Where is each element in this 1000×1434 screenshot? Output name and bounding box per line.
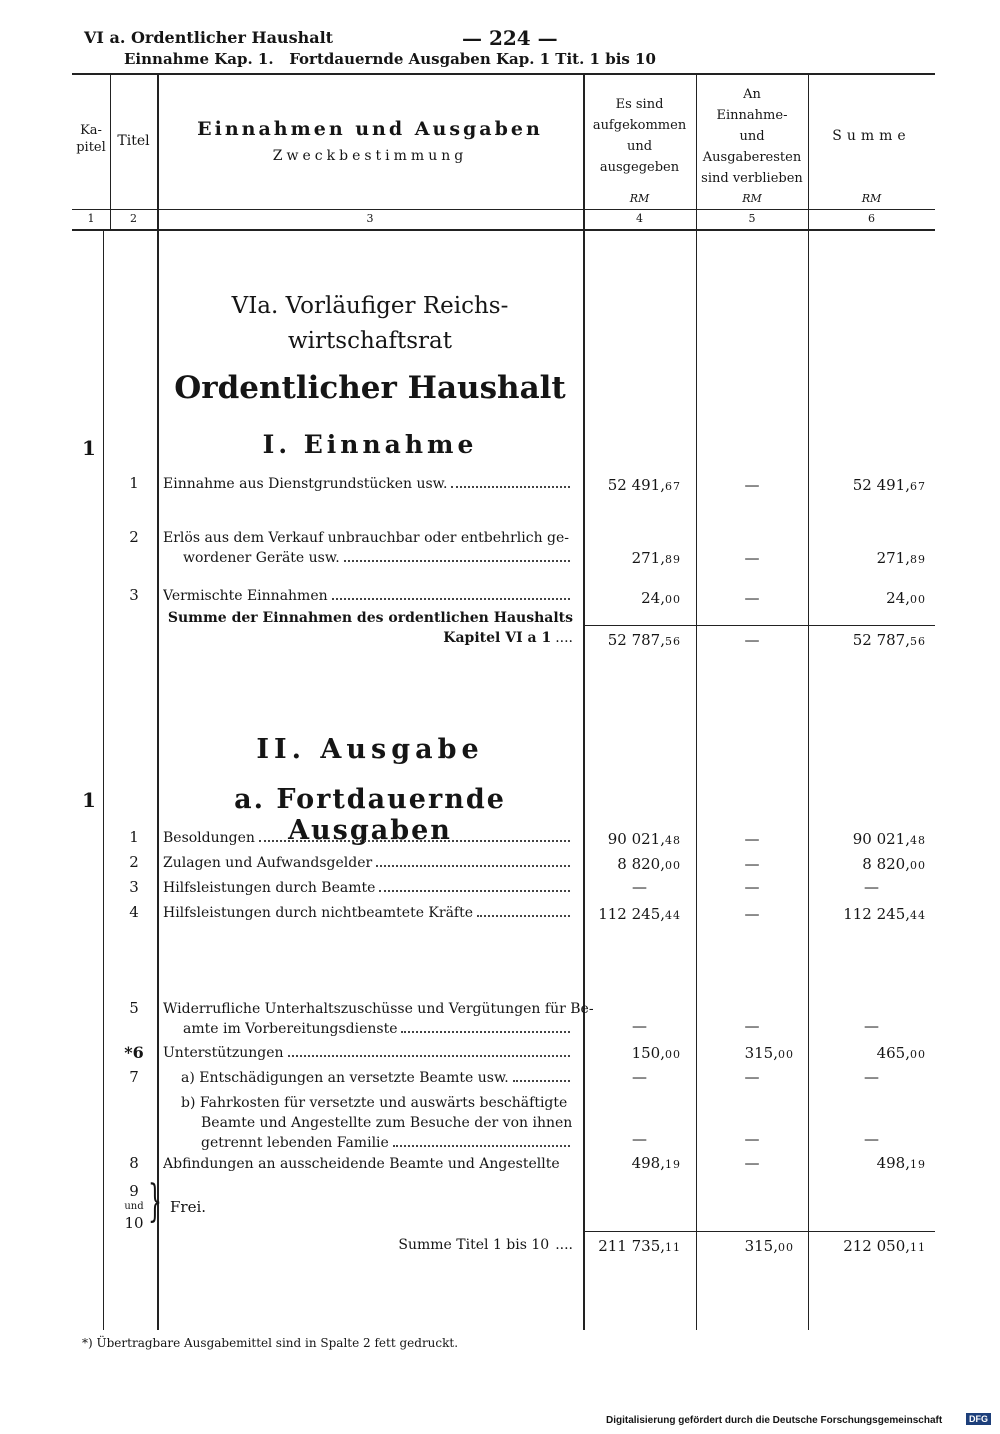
section-heading-line1: VIa. Vorläufiger Reichs- [231,293,509,319]
row-text: Besoldungen [163,830,255,846]
amount-col5: — [744,476,760,494]
row-description [163,1154,573,1174]
table-top-rule [72,73,935,75]
amount-col6: — [864,1068,879,1086]
sum-amount-col6: 212 050,11 [843,1237,926,1255]
row-description [163,903,573,923]
col-number-3: 3 [366,212,374,225]
titel-number: 3 [129,878,139,896]
amount-col5: — [744,1130,760,1148]
col-head-zweck-sub: Zweckbestimmung [272,148,468,164]
row-text: a) Entschädigungen an versetzte Beamte usw. [181,1070,509,1086]
sum-amount-col5: 315,00 [744,1237,794,1255]
row-text-frei: Frei. [170,1198,207,1216]
dfg-logo: DFG [966,1413,991,1425]
col-head-aufgekommen: Es sind aufgekommen und ausgegeben [592,97,687,175]
section-heading-line2: wirtschaftsrat [288,328,452,354]
amount-col6: 90 021,48 [852,830,926,848]
sum-amount-col6: 52 787,56 [852,631,926,649]
amount-col6: — [864,1130,879,1148]
amount-col5: — [744,1154,760,1172]
amount-col5: — [744,855,760,873]
col-head-reste: An Einnahme- und Ausgaberesten sind verblieben [701,87,803,186]
row-text: amte im Vorbereitungsdienste [183,1021,398,1037]
row-text: Hilfsleistungen durch nichtbeamtete Kräfte [163,905,474,921]
col-head-titel: Titel [117,133,150,149]
sum-amount-col4: 211 735,11 [598,1237,681,1255]
amount-col4: — [632,1068,647,1086]
row-description [163,1093,573,1153]
row-description [163,474,573,494]
row-text: Einnahme aus Dienstgrundstücken usw. [163,476,448,492]
titel-number: 1 [129,828,139,846]
amount-col5: — [744,905,760,923]
sum-label-text: Kapitel VI a 1 [443,630,552,646]
amount-col6: 24,00 [886,589,926,607]
row-description [163,528,573,568]
amount-col5: 315,00 [744,1044,794,1062]
running-head-subtitle: Einnahme Kap. 1. Fortdauernde Ausgaben Kap. 1 Tit. 1 bis 10 [124,50,656,68]
left-body-rule [103,230,104,1330]
titel-number: 3 [129,586,139,604]
brace: } [148,1176,162,1227]
sum-rule-ausgabe [583,1231,935,1232]
sum-amount-col5: — [744,631,760,649]
amount-col4: 90 021,48 [607,830,681,848]
unit-label-col6: RM [861,192,882,205]
amount-col6: 52 491,67 [852,476,926,494]
unit-label-col4: RM [629,192,650,205]
header-rule-1 [72,209,935,210]
amount-col5: — [744,1017,760,1035]
row-text: Abfindungen an ausscheidende Beamte und Angestellte [163,1156,560,1172]
section-heading-haushalt: Ordentlicher Haushalt [174,370,566,406]
amount-col4: — [632,878,647,896]
amount-col5: — [744,1068,760,1086]
amount-col4: 150,00 [631,1044,681,1062]
amount-col5: — [744,549,760,567]
col-number-6: 6 [868,212,875,225]
row-text: Zulagen und Aufwandsgelder [163,855,373,871]
titel-number: *6 [124,1043,144,1062]
amount-col4: 498,19 [631,1154,681,1172]
amount-col4: 271,89 [631,549,681,567]
col-head-zweck-title: Einnahmen und Ausgaben [197,118,543,140]
sum-label-ausgabe: Summe Titel 1 bis 10 .... [398,1237,573,1253]
row-text: getrennt lebenden Familie [201,1135,389,1151]
page-number: — 224 — [462,26,558,50]
amount-col6: — [864,878,879,896]
row-text: wordener Geräte usw. [183,550,340,566]
sum-label-einnahme-line2: Kapitel VI a 1 .... [443,630,573,646]
amount-col5: — [744,830,760,848]
ausgabe-heading: II. Ausgabe [256,734,484,765]
titel-number: 7 [129,1068,139,1086]
amount-col4: — [632,1017,647,1035]
row-description [163,1043,573,1063]
titel-number: 4 [129,903,139,921]
footnote: *) Übertragbare Ausgabemittel sind in Spalte 2 fett gedruckt. [82,1336,459,1350]
row-description [163,1068,573,1088]
row-text: Beamte und Angestellte zum Besuche der von ihnen [201,1115,573,1131]
amount-col6: 465,00 [876,1044,926,1062]
amount-col5: — [744,878,760,896]
row-text: Hilfsleistungen durch Beamte [163,880,376,896]
amount-col6: 498,19 [876,1154,926,1172]
titel-number: 5 [129,999,139,1017]
amount-col4: — [632,1130,647,1148]
ausgabe-subheading: a. Fortdauernde Ausgaben [234,784,506,846]
row-description [163,999,594,1039]
titel-number: 2 [129,853,139,871]
kapitel-number-einnahme: 1 [82,436,96,460]
titel-number: 8 [129,1154,139,1172]
titel-number: 9 und 10 [124,1182,144,1232]
col-divider-2 [157,75,159,1330]
einnahme-heading: I. Einnahme [262,430,478,459]
unit-label-col5: RM [742,192,762,205]
digitization-credit: Digitalisierung gefördert durch die Deutsche Forschungsgemeinschaft [606,1415,943,1426]
sum-label-einnahme-line1: Summe der Einnahmen des ordentlichen Haushalts [167,610,573,626]
sum-label-text: Summe Titel 1 bis 10 [398,1237,550,1253]
col-number-4: 4 [636,212,643,225]
row-text: Widerrufliche Unterhaltszuschüsse und Vergütungen für Be- [163,1001,594,1017]
amount-col4: 52 491,67 [607,476,681,494]
amount-col6: 112 245,44 [843,905,926,923]
row-description [163,878,573,898]
sum-amount-col4: 52 787,56 [607,631,681,649]
col-number-5: 5 [748,212,756,225]
row-description [163,828,573,848]
col-head-summe: Summe [832,128,911,144]
amount-col6: 271,89 [876,549,926,567]
row-description [163,853,573,873]
header-rule-2 [72,229,935,231]
sum-rule-einnahme [583,625,935,626]
row-text: Vermischte Einnahmen [163,588,328,604]
col-number-1: 1 [87,212,95,225]
titel-number: 2 [129,528,139,546]
col-divider-1 [110,75,111,230]
col-number-2: 2 [130,212,137,225]
row-text: Erlös aus dem Verkauf unbrauchbar oder entbehrlich ge- [163,530,570,546]
running-head-title: VI a. Ordentlicher Haushalt [84,28,334,47]
amount-col4: 24,00 [641,589,681,607]
amount-col4: 112 245,44 [598,905,681,923]
row-description [163,586,573,606]
row-text: b) Fahrkosten für versetzte und auswärts beschäftigte [181,1095,568,1111]
col-head-kapitel: Ka- pitel [76,123,106,155]
amount-col5: — [744,589,760,607]
row-text: Unterstützungen [163,1045,284,1061]
amount-col6: 8 820,00 [862,855,926,873]
amount-col6: — [864,1017,879,1035]
kapitel-number-ausgabe: 1 [82,788,96,812]
amount-col4: 8 820,00 [617,855,681,873]
titel-number: 1 [129,474,139,492]
